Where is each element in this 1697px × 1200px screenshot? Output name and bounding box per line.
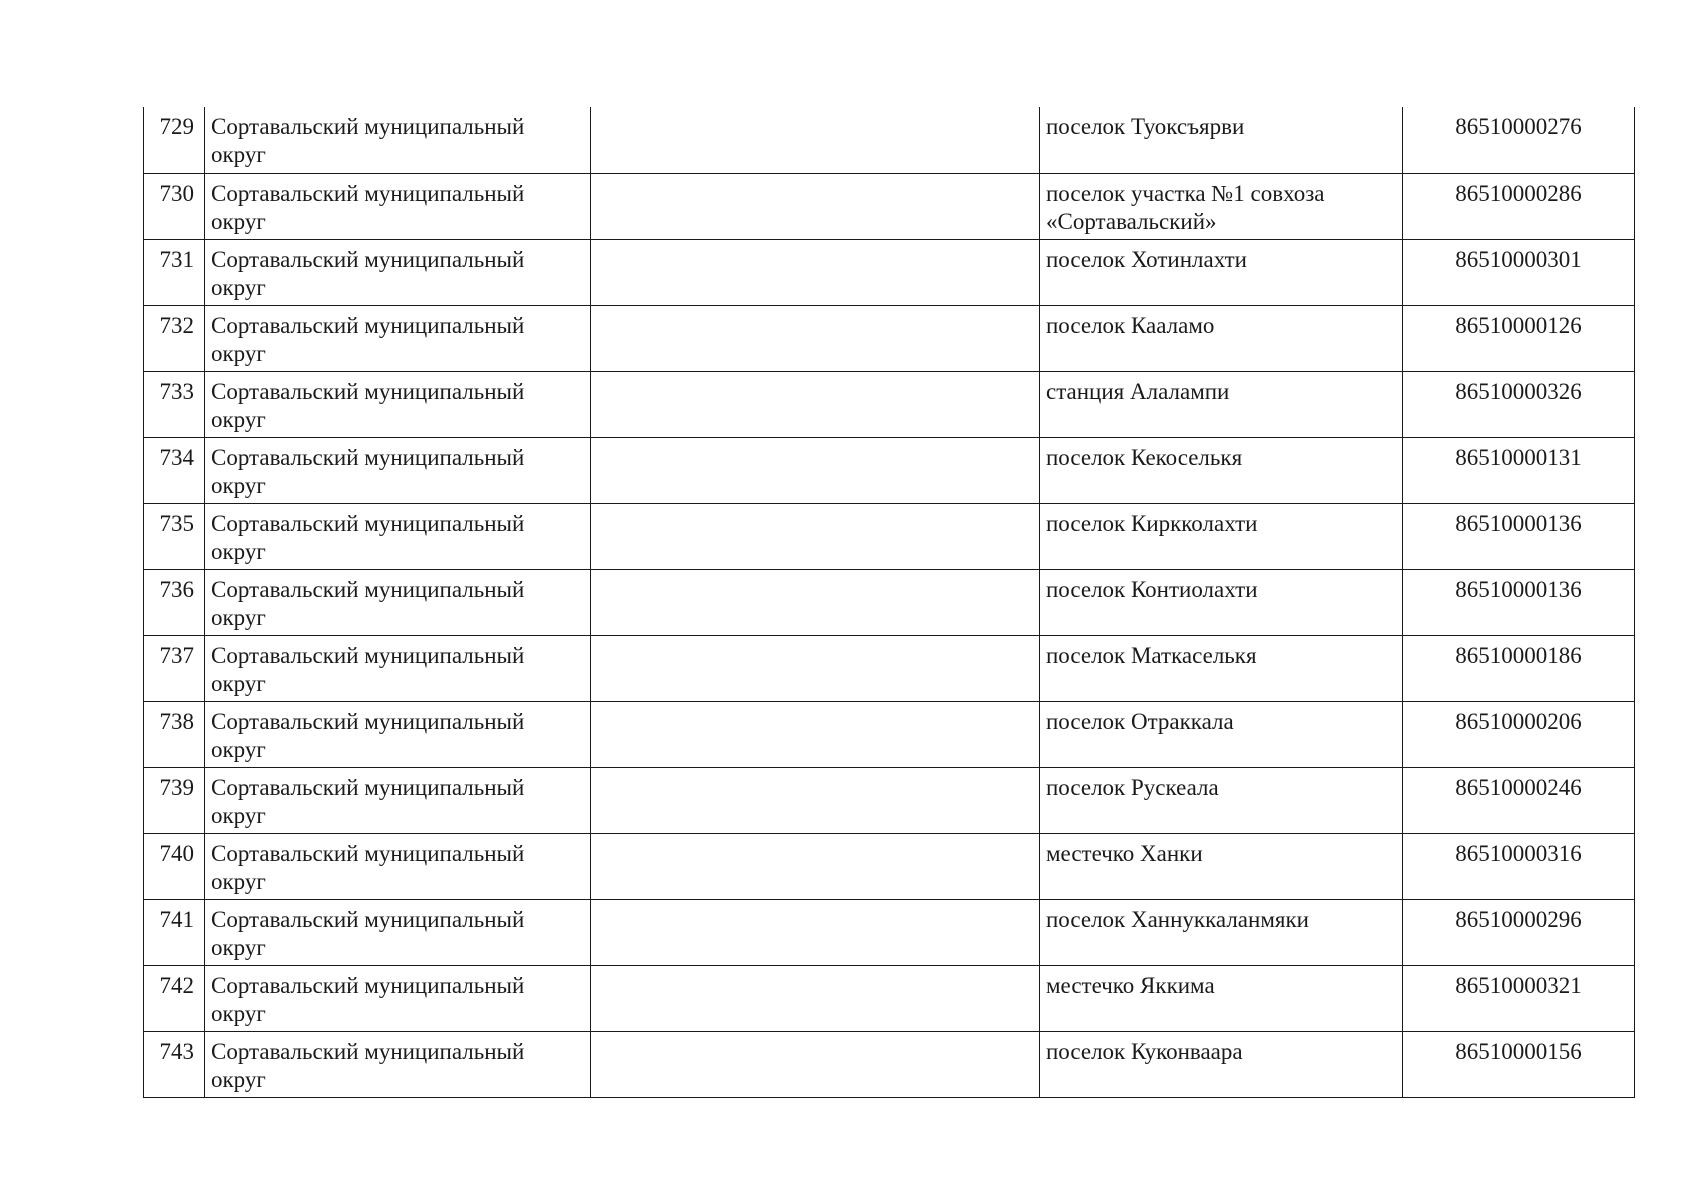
settlement-name <box>591 635 1040 701</box>
settlement-name <box>591 437 1040 503</box>
settlement-name <box>591 569 1040 635</box>
municipal-district: Сортавальский муниципальный округ <box>205 635 591 701</box>
municipal-district: Сортавальский муниципальный округ <box>205 305 591 371</box>
table-row <box>144 239 1635 305</box>
municipal-district: Сортавальский муниципальный округ <box>205 1031 591 1097</box>
oktmo-code: 86510000286 <box>1403 173 1635 239</box>
settlement-name <box>591 239 1040 305</box>
municipal-district: Сортавальский муниципальный округ <box>205 569 591 635</box>
table-row <box>144 305 1635 371</box>
locality-name: местечко Яккима <box>1040 965 1403 1031</box>
settlement-name <box>591 833 1040 899</box>
settlement-name <box>591 305 1040 371</box>
locality-name: поселок Туоксъярви <box>1040 107 1403 173</box>
table-row <box>144 437 1635 503</box>
table-row <box>144 173 1635 239</box>
table-row <box>144 635 1635 701</box>
row-number: 741 <box>144 899 205 965</box>
oktmo-code: 86510000156 <box>1403 1031 1635 1097</box>
table-row <box>144 371 1635 437</box>
oktmo-code: 86510000131 <box>1403 437 1635 503</box>
row-number: 733 <box>144 371 205 437</box>
oktmo-code: 86510000326 <box>1403 371 1635 437</box>
settlement-name <box>591 371 1040 437</box>
municipal-district: Сортавальский муниципальный округ <box>205 701 591 767</box>
municipal-district: Сортавальский муниципальный округ <box>205 173 591 239</box>
oktmo-code: 86510000296 <box>1403 899 1635 965</box>
locality-name: поселок Отраккала <box>1040 701 1403 767</box>
settlement-name <box>591 767 1040 833</box>
row-number: 742 <box>144 965 205 1031</box>
settlement-name <box>591 899 1040 965</box>
row-number: 734 <box>144 437 205 503</box>
oktmo-code: 86510000126 <box>1403 305 1635 371</box>
row-number: 731 <box>144 239 205 305</box>
oktmo-code: 86510000136 <box>1403 503 1635 569</box>
settlement-name <box>591 965 1040 1031</box>
row-number: 736 <box>144 569 205 635</box>
table-row <box>144 107 1635 173</box>
row-number: 730 <box>144 173 205 239</box>
settlement-name <box>591 107 1040 173</box>
table-row <box>144 1031 1635 1097</box>
municipal-district: Сортавальский муниципальный округ <box>205 833 591 899</box>
locality-name: поселок Куконваара <box>1040 1031 1403 1097</box>
settlement-name <box>591 503 1040 569</box>
oktmo-code: 86510000301 <box>1403 239 1635 305</box>
locality-name: поселок Киркколахти <box>1040 503 1403 569</box>
row-number: 738 <box>144 701 205 767</box>
table-row <box>144 965 1635 1031</box>
municipal-district: Сортавальский муниципальный округ <box>205 965 591 1031</box>
row-number: 732 <box>144 305 205 371</box>
oktmo-code: 86510000246 <box>1403 767 1635 833</box>
locality-name: поселок Кекоселькя <box>1040 437 1403 503</box>
row-number: 740 <box>144 833 205 899</box>
municipal-district: Сортавальский муниципальный округ <box>205 767 591 833</box>
row-number: 729 <box>144 107 205 173</box>
row-number: 743 <box>144 1031 205 1097</box>
settlement-name <box>591 701 1040 767</box>
row-number: 739 <box>144 767 205 833</box>
locality-name: местечко Ханки <box>1040 833 1403 899</box>
municipal-district: Сортавальский муниципальный округ <box>205 437 591 503</box>
oktmo-code: 86510000206 <box>1403 701 1635 767</box>
oktmo-code: 86510000136 <box>1403 569 1635 635</box>
locality-name: поселок Кааламо <box>1040 305 1403 371</box>
municipal-district: Сортавальский муниципальный округ <box>205 239 591 305</box>
locality-name: поселок Ханнуккаланмяки <box>1040 899 1403 965</box>
oktmo-code: 86510000321 <box>1403 965 1635 1031</box>
row-number: 737 <box>144 635 205 701</box>
settlement-name <box>591 173 1040 239</box>
settlement-name <box>591 1031 1040 1097</box>
oktmo-code: 86510000186 <box>1403 635 1635 701</box>
oktmo-code: 86510000316 <box>1403 833 1635 899</box>
locality-name: поселок Рускеала <box>1040 767 1403 833</box>
oktmo-code: 86510000276 <box>1403 107 1635 173</box>
locality-name: поселок Контиолахти <box>1040 569 1403 635</box>
table-row <box>144 503 1635 569</box>
locality-name: поселок Хотинлахти <box>1040 239 1403 305</box>
locality-name: поселок Маткаселькя <box>1040 635 1403 701</box>
municipal-district: Сортавальский муниципальный округ <box>205 503 591 569</box>
registry-table-body <box>144 107 1635 1097</box>
municipal-district: Сортавальский муниципальный округ <box>205 899 591 965</box>
table-row <box>144 899 1635 965</box>
registry-table <box>143 107 1635 1098</box>
table-row <box>144 701 1635 767</box>
municipal-district: Сортавальский муниципальный округ <box>205 371 591 437</box>
table-row <box>144 767 1635 833</box>
municipal-district: Сортавальский муниципальный округ <box>205 107 591 173</box>
locality-name: станция Алалампи <box>1040 371 1403 437</box>
locality-name: поселок участка №1 совхоза «Сортавальский» <box>1040 173 1403 239</box>
table-row <box>144 569 1635 635</box>
table-row <box>144 833 1635 899</box>
row-number: 735 <box>144 503 205 569</box>
